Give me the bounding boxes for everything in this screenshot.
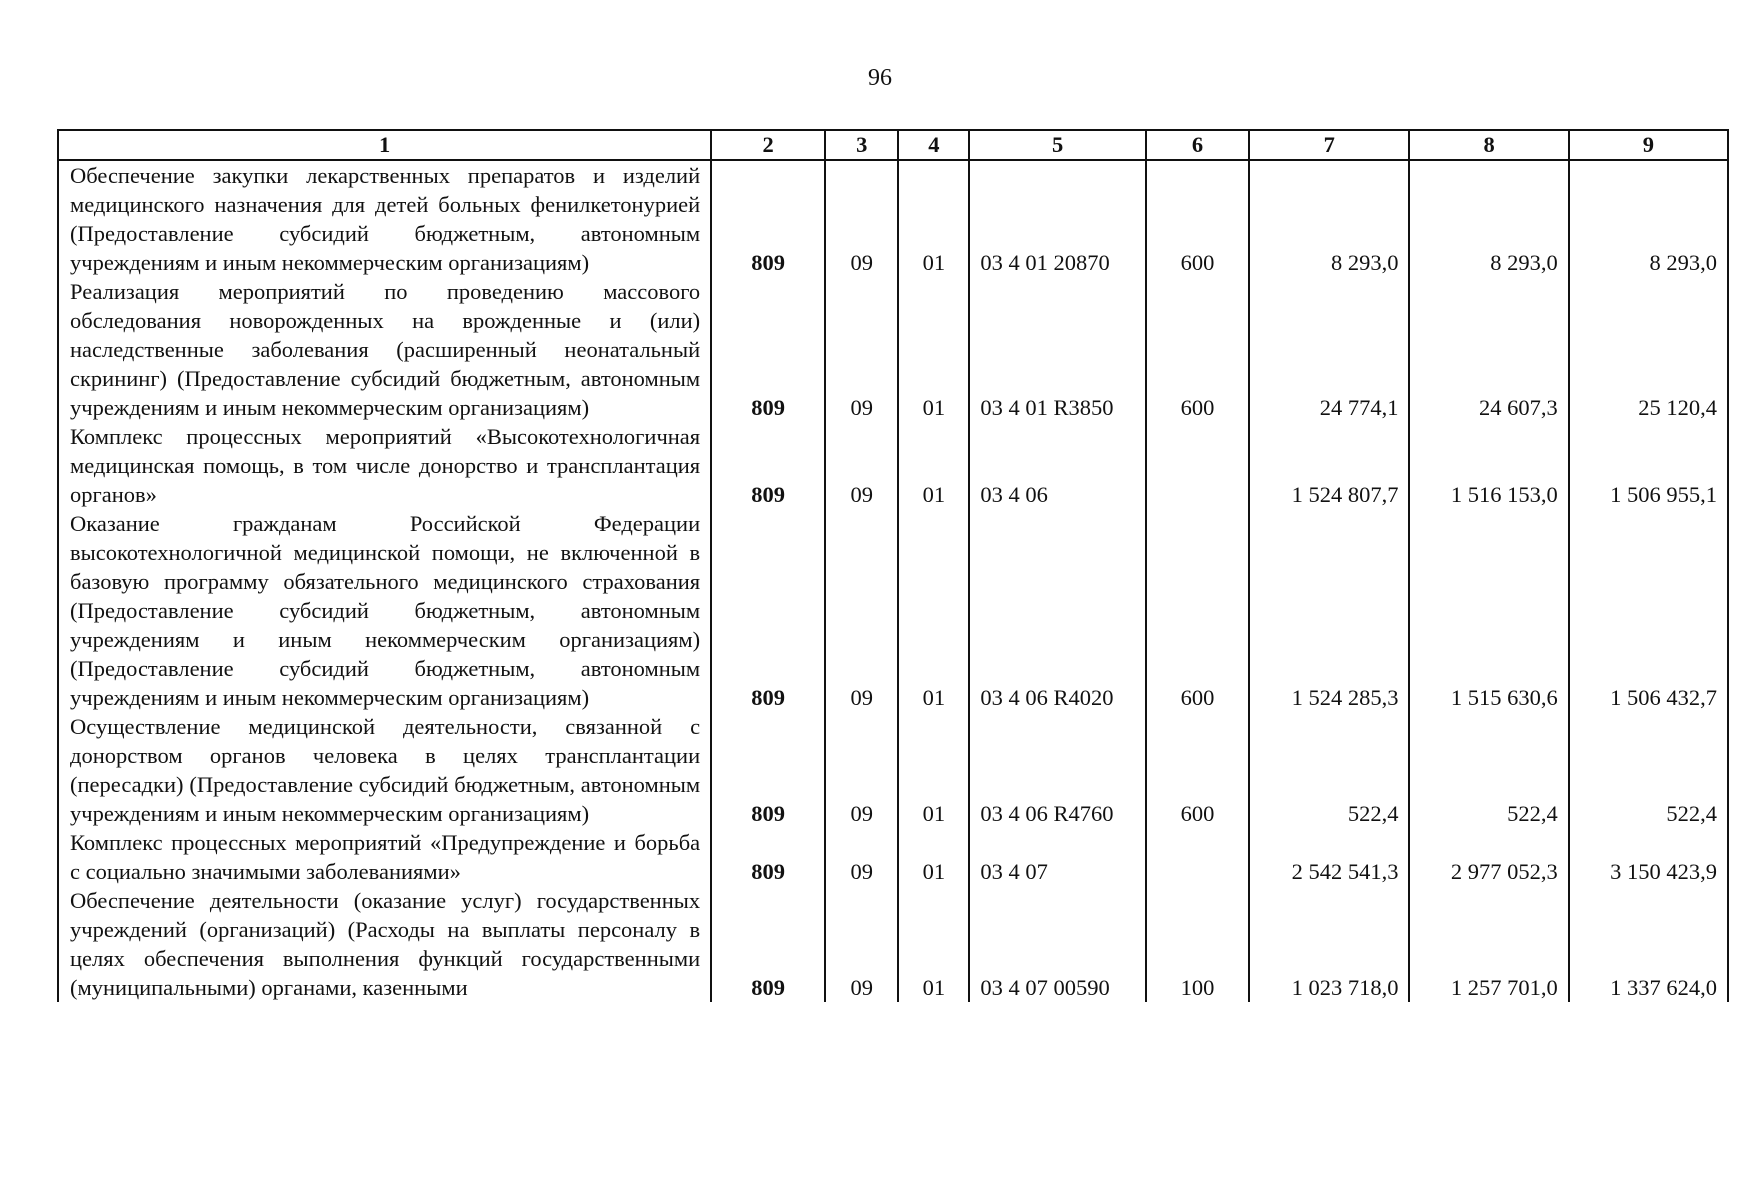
row-amount-year1: 8 293,0	[1249, 160, 1409, 277]
row-amount-year1: 2 542 541,3	[1249, 828, 1409, 886]
row-section: 09	[825, 886, 898, 1002]
row-target-article: 03 4 01 20870	[969, 160, 1145, 277]
row-expense-type: 100	[1146, 886, 1249, 1002]
row-subsection: 01	[898, 828, 969, 886]
row-subsection: 01	[898, 712, 969, 828]
row-amount-year3: 1 506 432,7	[1569, 509, 1728, 712]
table-row	[58, 886, 1728, 1002]
table-row	[58, 277, 1728, 422]
row-amount-year2: 24 607,3	[1409, 277, 1568, 422]
row-amount-year2: 2 977 052,3	[1409, 828, 1568, 886]
budget-table	[57, 129, 1729, 1002]
row-amount-year1: 1 524 285,3	[1249, 509, 1409, 712]
row-target-article: 03 4 07	[969, 828, 1145, 886]
table-row	[58, 509, 1728, 712]
row-amount-year3: 3 150 423,9	[1569, 828, 1728, 886]
table-row	[58, 422, 1728, 509]
table-row	[58, 160, 1728, 277]
row-section: 09	[825, 422, 898, 509]
row-ministry-code: 809	[711, 828, 825, 886]
row-expense-type: 600	[1146, 160, 1249, 277]
header-col-3: 3	[825, 130, 898, 160]
header-col-5: 5	[969, 130, 1145, 160]
row-ministry-code: 809	[711, 422, 825, 509]
row-amount-year3: 25 120,4	[1569, 277, 1728, 422]
header-row	[58, 130, 1728, 160]
row-ministry-code: 809	[711, 712, 825, 828]
row-expense-type	[1146, 422, 1249, 509]
row-subsection: 01	[898, 160, 969, 277]
row-amount-year1: 1 023 718,0	[1249, 886, 1409, 1002]
row-amount-year1: 24 774,1	[1249, 277, 1409, 422]
row-amount-year3: 8 293,0	[1569, 160, 1728, 277]
row-subsection: 01	[898, 509, 969, 712]
row-target-article: 03 4 07 00590	[969, 886, 1145, 1002]
row-subsection: 01	[898, 422, 969, 509]
row-amount-year1: 1 524 807,7	[1249, 422, 1409, 509]
row-description: Оказание гражданам Российской Федерации высокотехнологичной медицинской помощи, не включенной в базовую программу обязательного медицинского страхования (Предоставление субсидий бюджетным, автономным учреждениям и иным некоммерческим организациям) (Предоставление субсидий бюджетным, автономным учреждениям и иным некоммерческим организациям)	[58, 509, 711, 712]
row-amount-year2: 1 515 630,6	[1409, 509, 1568, 712]
row-ministry-code: 809	[711, 886, 825, 1002]
row-amount-year3: 1 506 955,1	[1569, 422, 1728, 509]
row-description: Комплекс процессных мероприятий «Высокотехнологичная медицинская помощь, в том числе донорство и трансплантация органов»	[58, 422, 711, 509]
row-ministry-code: 809	[711, 509, 825, 712]
row-description: Обеспечение деятельности (оказание услуг) государственных учреждений (организаций) (Расходы на выплаты персоналу в целях обеспечения выполнения функций государственными (муниципальными) органами, казенными	[58, 886, 711, 1002]
row-section: 09	[825, 712, 898, 828]
row-target-article: 03 4 06	[969, 422, 1145, 509]
row-section: 09	[825, 828, 898, 886]
row-subsection: 01	[898, 886, 969, 1002]
row-amount-year2: 1 516 153,0	[1409, 422, 1568, 509]
row-ministry-code: 809	[711, 277, 825, 422]
row-description: Обеспечение закупки лекарственных препаратов и изделий медицинского назначения для детей больных фенилкетонурией (Предоставление субсидий бюджетным, автономным учреждениям и иным некоммерческим организациям)	[58, 160, 711, 277]
row-expense-type: 600	[1146, 509, 1249, 712]
row-expense-type	[1146, 828, 1249, 886]
row-target-article: 03 4 06 R4020	[969, 509, 1145, 712]
row-expense-type: 600	[1146, 712, 1249, 828]
header-col-1: 1	[58, 130, 711, 160]
row-ministry-code: 809	[711, 160, 825, 277]
row-section: 09	[825, 277, 898, 422]
row-subsection: 01	[898, 277, 969, 422]
header-col-7: 7	[1249, 130, 1409, 160]
page-number: 96	[868, 65, 892, 91]
row-amount-year2: 1 257 701,0	[1409, 886, 1568, 1002]
row-amount-year1: 522,4	[1249, 712, 1409, 828]
row-amount-year2: 8 293,0	[1409, 160, 1568, 277]
table-row	[58, 828, 1728, 886]
header-col-6: 6	[1146, 130, 1249, 160]
row-description: Осуществление медицинской деятельности, связанной с донорством органов человека в целях трансплантации (пересадки) (Предоставление субсидий бюджетным, автономным учреждениям и иным некоммерческим организациям)	[58, 712, 711, 828]
table-row	[58, 712, 1728, 828]
header-col-9: 9	[1569, 130, 1728, 160]
row-amount-year3: 522,4	[1569, 712, 1728, 828]
row-amount-year2: 522,4	[1409, 712, 1568, 828]
row-section: 09	[825, 160, 898, 277]
row-target-article: 03 4 01 R3850	[969, 277, 1145, 422]
row-description: Реализация мероприятий по проведению массового обследования новорожденных на врожденные и (или) наследственные заболевания (расширенный неонатальный скрининг) (Предоставление субсидий бюджетным, автономным учреждениям и иным некоммерческим организациям)	[58, 277, 711, 422]
row-description: Комплекс процессных мероприятий «Предупреждение и борьба с социально значимыми заболеваниями»	[58, 828, 711, 886]
header-col-8: 8	[1409, 130, 1568, 160]
row-target-article: 03 4 06 R4760	[969, 712, 1145, 828]
header-col-4: 4	[898, 130, 969, 160]
row-expense-type: 600	[1146, 277, 1249, 422]
row-section: 09	[825, 509, 898, 712]
header-col-2: 2	[711, 130, 825, 160]
row-amount-year3: 1 337 624,0	[1569, 886, 1728, 1002]
